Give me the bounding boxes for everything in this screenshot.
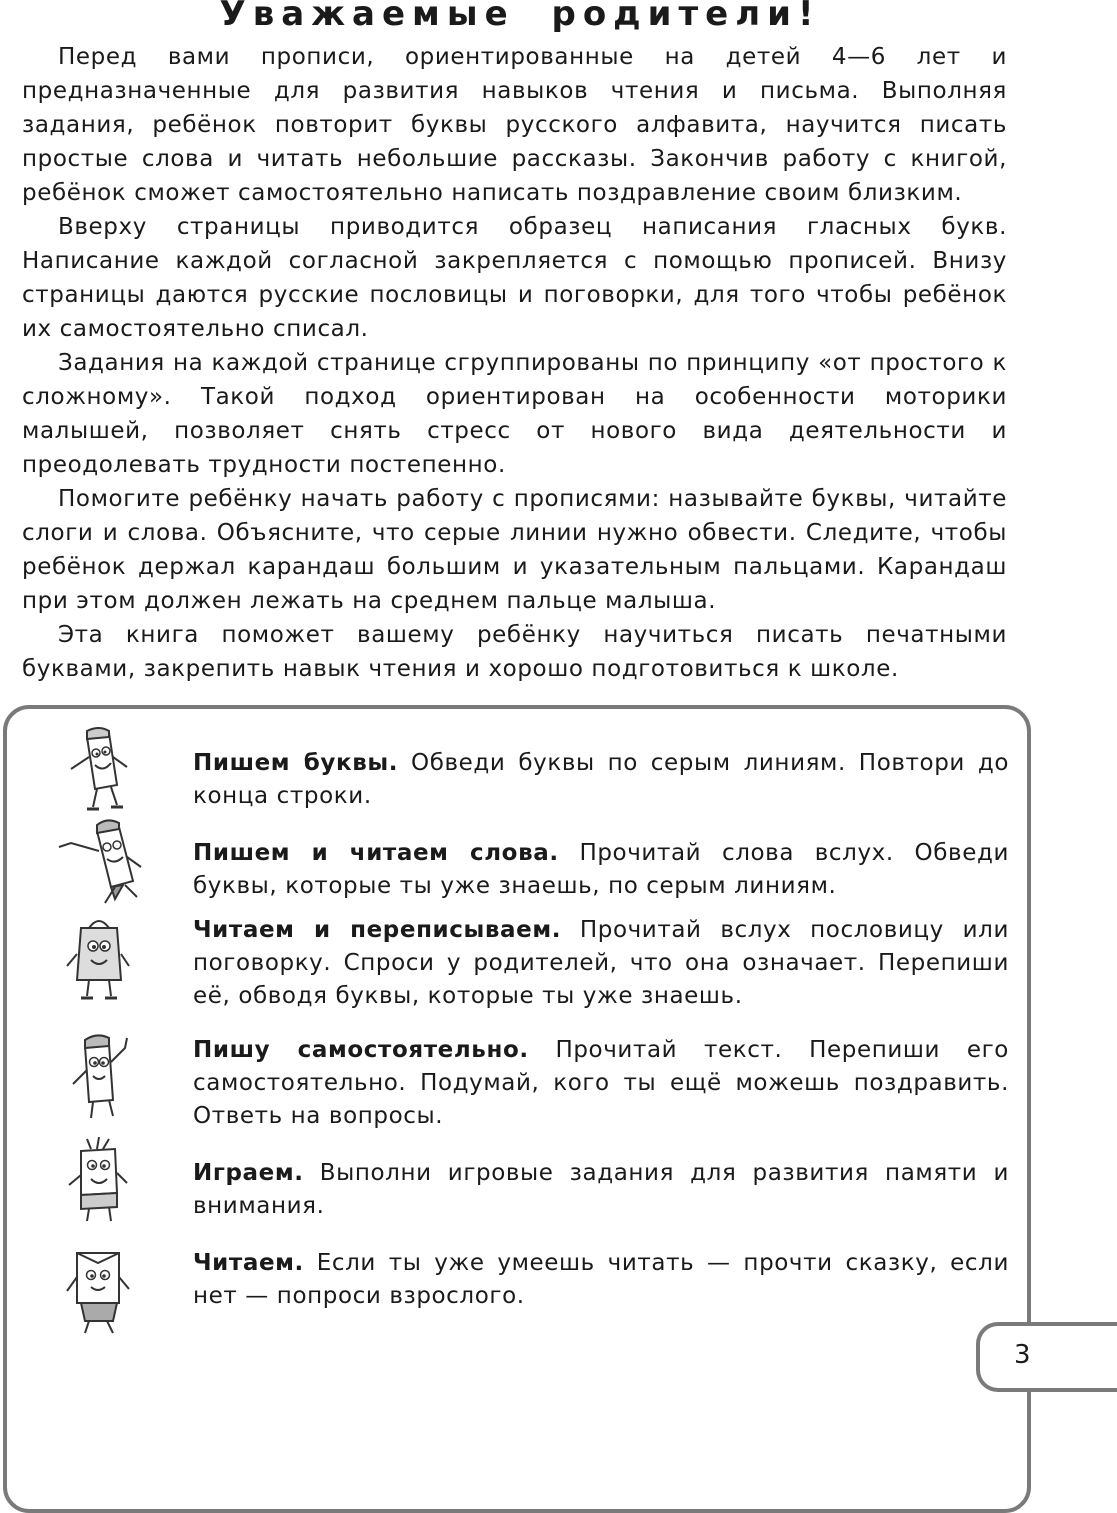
legend-item-text <box>193 914 1009 1013</box>
legend-item-description: Прочитай вслух пословицу или поговорку. Спроси у родителей, что она означает. Перепиши её, обводя буквы, которые ты уже знаешь. <box>193 917 1009 1009</box>
legend-item-heading: Читаем. <box>193 1250 304 1276</box>
intro-text <box>22 40 1007 686</box>
pencil-character-thinking-icon <box>47 1034 147 1124</box>
legend-item-description: Прочитай слова вслух. Обведи буквы, которые ты уже знаешь, по серым линиям. <box>193 840 1009 899</box>
legend-item-heading: Играем. <box>193 1160 304 1186</box>
legend-item-text <box>193 1247 1009 1313</box>
intro-paragraph: Эта книга поможет вашему ребёнку научиться писать печатными буквами, закрепить навык чтения и хорошо подготовиться к школе. <box>22 622 1007 682</box>
legend-item-description: Обведи буквы по серым линиям. Повтори до конца строки. <box>193 750 1009 809</box>
legend-item-text <box>193 747 1009 813</box>
legend-item-description: Если ты уже умеешь читать — прочти сказку, если нет — попроси взрослого. <box>193 1250 1009 1309</box>
intro-paragraph: Вверху страницы приводится образец написания гласных букв. Написание каждой согласной закрепляется с помощью прописей. Внизу страницы даются русские пословицы и поговорки, для того чтобы ребёнок их самостоятельно списал. <box>22 214 1007 342</box>
pencil-character-writing-icon <box>47 727 147 817</box>
legend-item-heading: Пишу самостоятельно. <box>193 1037 529 1063</box>
legend-item-description: Выполни игровые задания для развития памяти и внимания. <box>193 1160 1009 1219</box>
legend-item-text <box>193 1157 1009 1223</box>
legend-item-heading: Читаем и переписываем. <box>193 917 562 943</box>
eraser-character-icon <box>47 1137 147 1227</box>
legend-item-description: Прочитай текст. Перепиши его самостоятельно. Подумай, кого ты ещё можешь поздравить. Ответь на вопросы. <box>193 1037 1009 1129</box>
intro-paragraph: Задания на каждой странице сгруппированы по принципу «от простого к сложному». Такой подход ориентирован на особенности моторики малышей, позволяет снять стресс от нового вида деятельности и преодолевать трудности постепенно. <box>22 350 1007 478</box>
bag-character-icon <box>47 914 147 1004</box>
legend-item-heading: Пишем буквы. <box>193 750 399 776</box>
legend-item-text <box>193 1034 1009 1133</box>
intro-paragraph: Перед вами прописи, ориентированные на детей 4—6 лет и предназначенные для развития навыков чтения и письма. Выполняя задания, ребёнок повторит буквы русского алфавита, научится писать простые слова и читать небольшие рассказы. Закончив работу с книгой, ребёнок сможет самостоятельно написать поздравление своим близким. <box>22 44 1007 206</box>
page-number-tab <box>976 1322 1117 1392</box>
intro-paragraph: Помогите ребёнку начать работу с прописями: называйте буквы, читайте слоги и слова. Объясните, что серые линии нужно обвести. Следите, чтобы ребёнок держал карандаш большим и указательным пальцами. Карандаш при этом должен лежать на среднем пальце малыша. <box>22 486 1007 614</box>
book-character-icon <box>47 1247 147 1337</box>
page-number: 3 <box>1014 1340 1031 1370</box>
legend-panel <box>3 705 1031 1513</box>
legend-item-text <box>193 837 1009 903</box>
pencil-character-running-icon <box>51 817 151 907</box>
page-title: Уважаемые родители! <box>219 0 821 34</box>
legend-item-heading: Пишем и читаем слова. <box>193 840 559 866</box>
